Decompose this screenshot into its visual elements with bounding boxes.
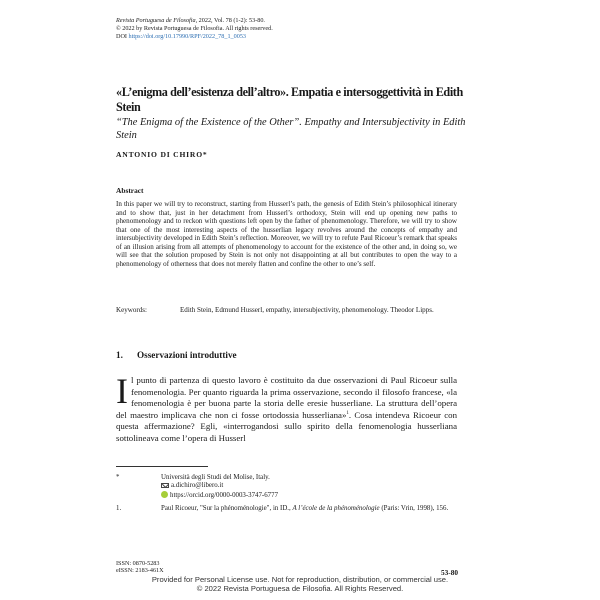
author-footnote-mark: *: [202, 150, 208, 159]
footnote-1-text-b: (Paris: Vrin, 1998), 156.: [379, 505, 449, 512]
article-title: «L’enigma dell’esistenza dell’altro». Empatia e intersoggettività in Edith Stein: [116, 85, 463, 114]
license-line: Provided for Personal License use. Not for reproduction, distribution, or commercial use.: [151, 575, 449, 584]
article-subtitle: “The Enigma of the Existence of the Other”. Empathy and Intersubjectivity in Edith Stein: [116, 117, 466, 141]
footnote-reference[interactable]: 1: [346, 410, 349, 416]
orcid-line: [161, 491, 457, 500]
footnote-divider: [116, 466, 208, 467]
citation: , 2022, Vol. 78 (1-2): 53-80.: [195, 17, 265, 24]
orcid-link[interactable]: https://orcid.org/0000-0003-3747-6777: [170, 491, 279, 499]
issn-electronic: eISSN: 2183-461X: [116, 567, 164, 575]
email-icon: [161, 483, 169, 488]
abstract-heading: Abstract: [116, 186, 144, 195]
footnote-author-mark: *: [116, 474, 120, 481]
email-line: [161, 482, 457, 490]
footnote-1-text-a: Paul Ricoeur, "Sur la phénoménologie", in ID.,: [161, 505, 293, 512]
section-heading: [116, 350, 237, 360]
page-range: 53-80: [440, 568, 458, 577]
journal-name: Revista Portuguesa de Filosofia: [116, 17, 196, 24]
issn-print: ISSN: 0870-5283: [116, 560, 160, 567]
journal-header: [116, 17, 273, 41]
keywords-text: Edith Stein, Edmund Husserl, empathy, intersubjectivity, phenomenology. Theodor Lipps.: [180, 306, 434, 314]
footnote-1-number: 1.: [116, 505, 122, 512]
body-text-part2: . Cosa intendeva Ricoeur con questa affermazione? Egli, «interrogandosi sullo spirito della fenomenologia husserliana sottolineava come l’opera di Husserl: [116, 409, 458, 443]
footnote-author: [116, 474, 457, 500]
copyright-line: © 2022 by Revista Portuguesa de Filosofia. All rights reserved.: [116, 25, 273, 32]
issn-block: [116, 560, 164, 574]
doi-line: [116, 33, 273, 41]
license-footer: [0, 575, 600, 593]
author-name: [116, 150, 208, 159]
doi-label: DOI: [116, 33, 129, 40]
footer-copyright-line: © 2022 Revista Portuguesa de Filosofia. All Rights Reserved.: [196, 584, 404, 594]
abstract-text: In this paper we will try to reconstruct, starting from Husserl’s path, the genesis of Edith Stein’s philosophical itinerary and to show that, just in her detachment from Husserl’s orthodoxy, Stein will end up opening new paths to phenomenology and to reckon with questions left open by the father of phenomenology. Therefore, we will try to show that one of the most interesting aspects of the husserlian legacy revolves around the concepts of empathy and intersubjectivity developed in Edith Stein’s reflection. Moreover, we will try to refute Paul Ricoeur’s remark that speaks of an illusion arising from all attempts of phenomenology to account for the existence of the other and, in doing so, we will see that the solution proposed by Stein is not only not disappointing at all but contributes to open the way to a phenomenology of otherness that does not merely flatten and confine the other to one’s self.: [116, 200, 457, 268]
affiliation: Università degli Studi del Molise, Italy.: [161, 474, 270, 481]
orcid-icon: [161, 491, 168, 498]
body-text-part1: l punto di partenza di questo lavoro è costituito da due osservazioni di Paul Ricoeur sulla fenomenologia. Per quanto riguarda la prima osservazione, secondo il filosofo francese, «la fenomenologia è per buona parte la storia delle eresie husserliane. La struttura dell’opera del maestro implicava che non ci fosse ortodossia husserliana»: [116, 375, 457, 420]
doi-link[interactable]: https://doi.org/10.17990/RPF/2022_78_1_0053: [128, 33, 247, 40]
section-title: Osservazioni introduttive: [137, 350, 237, 360]
footnote-1-book-title: A l’école de la phénoménologie: [292, 505, 380, 512]
citation-line: [116, 17, 273, 25]
author-name-text: ANTONIO DI CHIRO: [116, 150, 203, 159]
keywords-label: Keywords:: [116, 306, 147, 314]
keywords: [116, 306, 457, 315]
section-number: 1.: [116, 350, 123, 360]
drop-cap: I: [116, 371, 128, 411]
footnote-1: [116, 505, 457, 513]
body-paragraph: [116, 371, 458, 444]
email-address[interactable]: a.dichiro@libero.it: [171, 482, 224, 490]
